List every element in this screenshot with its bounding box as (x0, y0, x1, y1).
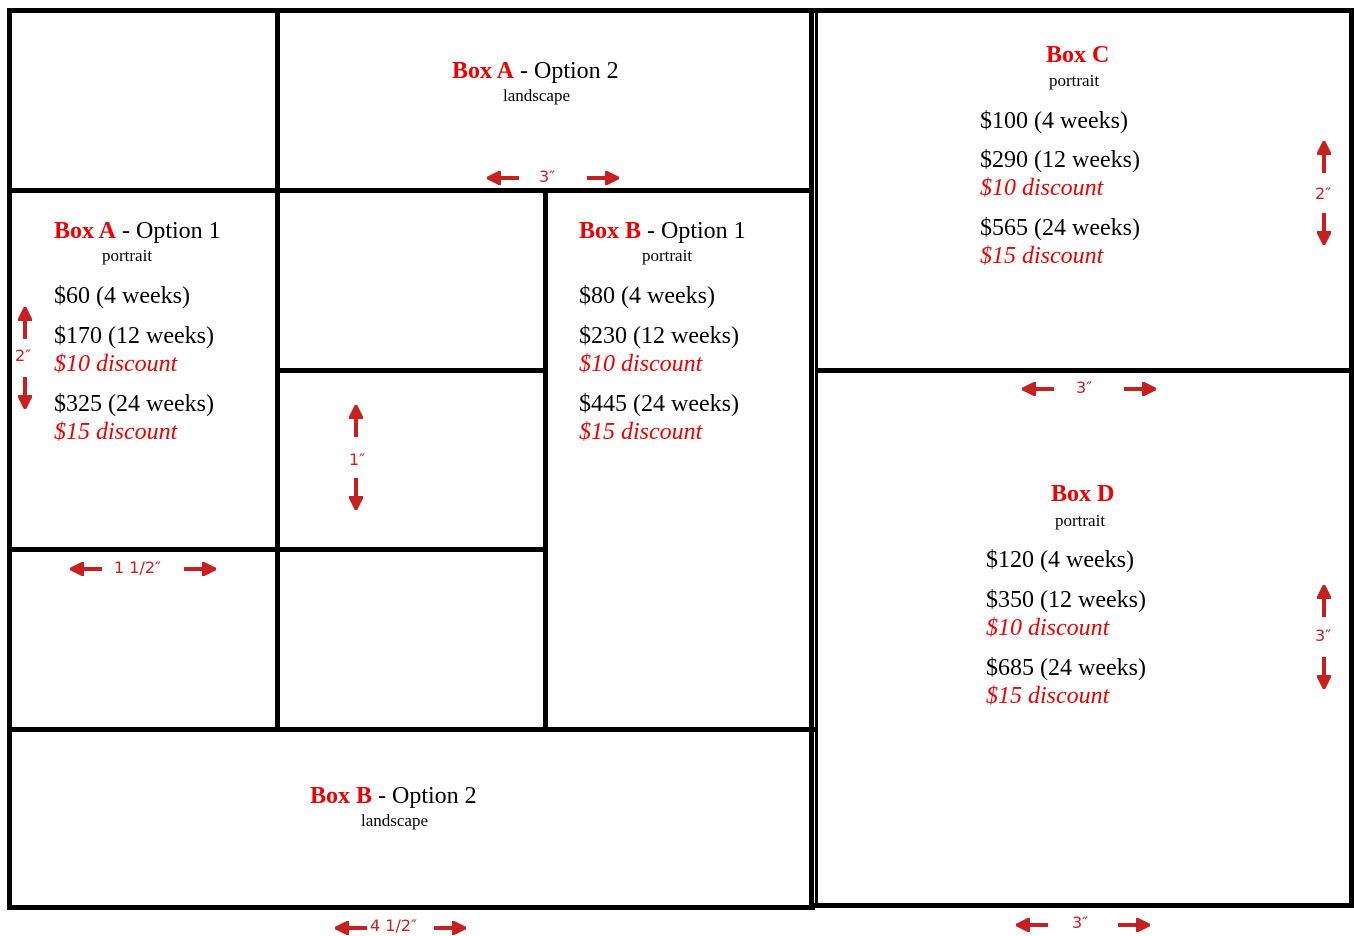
top-border (7, 8, 1354, 13)
width-dimension: 1 1/2″ (114, 558, 161, 577)
discount-24-weeks: $15 discount (986, 683, 1110, 709)
width-dimension: 3″ (539, 167, 556, 186)
width-dimension: 4 1/2″ (370, 916, 417, 935)
height-dimension: 1″ (349, 450, 366, 469)
left-border (7, 8, 12, 910)
box-name: Box B (310, 783, 373, 809)
discount-12-weeks: $10 discount (986, 615, 1110, 641)
divider-h-190 (7, 188, 813, 193)
box-name: Box A (452, 58, 515, 84)
height-dimension: 2″ (1315, 184, 1332, 203)
orientation-label: landscape (361, 811, 429, 830)
price-24-weeks: $445 (24 weeks) (579, 391, 739, 417)
arrow-up-icon (18, 307, 32, 341)
discount-12-weeks: $10 discount (54, 351, 178, 377)
discount-24-weeks: $15 discount (579, 419, 703, 445)
box-title (1046, 43, 1109, 67)
orientation-label: portrait (1049, 71, 1100, 90)
box-name: Box A (54, 218, 117, 244)
price-4-weeks: $60 (4 weeks) (54, 283, 190, 309)
divider-v-813 (809, 8, 814, 910)
arrow-down-icon (1317, 211, 1331, 245)
divider-h-730 (7, 727, 815, 732)
bottom-border-right (813, 903, 1354, 908)
price-4-weeks: $100 (4 weeks) (980, 108, 1128, 134)
box-name: Box D (1051, 481, 1115, 507)
arrow-down-icon (349, 476, 363, 510)
box-name: Box C (1046, 42, 1110, 68)
arrow-left-icon (487, 171, 521, 185)
price-24-weeks: $565 (24 weeks) (980, 215, 1140, 241)
price-4-weeks: $120 (4 weeks) (986, 547, 1134, 573)
arrow-up-icon (1317, 141, 1331, 175)
divider-v-818 (815, 8, 818, 908)
arrow-down-icon (18, 375, 32, 409)
divider-h-370-mid (277, 368, 547, 373)
divider-v-545 (543, 190, 548, 732)
box-title (579, 219, 746, 243)
box-name: Box B (579, 218, 642, 244)
discount-12-weeks: $10 discount (579, 351, 703, 377)
orientation-label: portrait (642, 246, 693, 265)
box-title (310, 784, 477, 808)
box-title (54, 219, 221, 243)
discount-24-weeks: $15 discount (980, 243, 1104, 269)
orientation-label: landscape (503, 86, 571, 105)
box-option: - Option 2 (372, 783, 477, 809)
arrow-left-icon (1022, 382, 1056, 396)
discount-12-weeks: $10 discount (980, 175, 1104, 201)
width-dimension: 3″ (1072, 913, 1089, 932)
price-24-weeks: $325 (24 weeks) (54, 391, 214, 417)
arrow-left-icon (70, 562, 104, 576)
price-12-weeks: $290 (12 weeks) (980, 147, 1140, 173)
divider-h-370-right (815, 368, 1354, 373)
bottom-border-left (7, 905, 815, 910)
arrow-down-icon (1317, 655, 1331, 689)
price-12-weeks: $350 (12 weeks) (986, 587, 1146, 613)
width-dimension: 3″ (1076, 378, 1093, 397)
arrow-up-icon (1317, 585, 1331, 619)
box-option: - Option 1 (116, 218, 221, 244)
height-dimension: 3″ (1315, 626, 1332, 645)
price-12-weeks: $170 (12 weeks) (54, 323, 214, 349)
orientation-label: portrait (1055, 511, 1106, 530)
right-border (1349, 8, 1354, 908)
arrow-right-icon (585, 171, 619, 185)
box-option: - Option 2 (514, 58, 619, 84)
divider-h-550 (7, 547, 547, 552)
arrow-up-icon (349, 405, 363, 439)
arrow-right-icon (1116, 918, 1150, 932)
arrow-left-icon (335, 921, 369, 935)
orientation-label: portrait (102, 246, 153, 265)
box-title (1051, 482, 1114, 506)
box-option: - Option 1 (641, 218, 746, 244)
arrow-left-icon (1016, 918, 1050, 932)
price-24-weeks: $685 (24 weeks) (986, 655, 1146, 681)
height-dimension: 2″ (15, 346, 32, 365)
price-12-weeks: $230 (12 weeks) (579, 323, 739, 349)
box-title (452, 59, 619, 83)
arrow-right-icon (1122, 382, 1156, 396)
discount-24-weeks: $15 discount (54, 419, 178, 445)
arrow-right-icon (182, 562, 216, 576)
price-4-weeks: $80 (4 weeks) (579, 283, 715, 309)
arrow-right-icon (432, 921, 466, 935)
